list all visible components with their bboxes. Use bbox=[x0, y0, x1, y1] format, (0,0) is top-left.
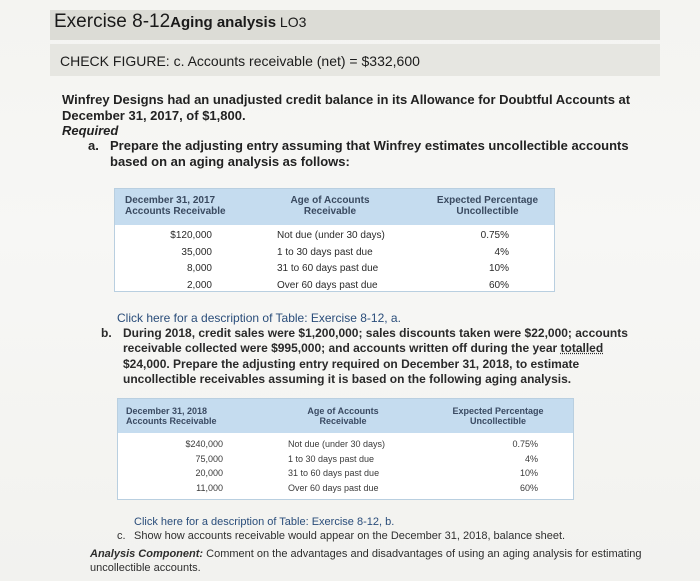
header-line: Accounts Receivable bbox=[126, 416, 217, 426]
table-cell: 0.75% bbox=[512, 439, 538, 449]
header-line: Receivable bbox=[319, 416, 367, 426]
required-label: Required bbox=[62, 123, 119, 138]
table-cell: 8,000 bbox=[186, 263, 212, 274]
table-cell: 20,000 bbox=[195, 468, 223, 478]
table-cell: 75,000 bbox=[195, 453, 223, 464]
part-b-text bbox=[123, 326, 643, 387]
title-sub: Aging analysis bbox=[170, 14, 277, 31]
part-b-text-1: During 2018, credit sales were $1,200,000; sales discounts taken were $22,000; accounts receivable collected were $995,000; and accounts written off during the year bbox=[123, 326, 628, 356]
header-line: Age of Accounts bbox=[307, 406, 379, 416]
table-cell: Not due (under 30 days) bbox=[288, 439, 386, 449]
aging-table-2018 bbox=[117, 398, 574, 500]
header-line: December 31, 2017 bbox=[125, 195, 216, 206]
header-line: Expected Percentage bbox=[452, 406, 544, 416]
title-main: Exercise 8-12 bbox=[54, 11, 171, 32]
table-cell: Over 60 days past due bbox=[288, 482, 379, 493]
part-c-text: Show how accounts receivable would appear on the December 31, 2018, balance sheet. bbox=[134, 530, 566, 542]
amount-column bbox=[137, 228, 212, 294]
table-cell: 4% bbox=[524, 453, 538, 464]
header-receivable bbox=[126, 406, 226, 426]
table-cell: Over 60 days past due bbox=[277, 279, 378, 291]
table-cell: 10% bbox=[488, 263, 509, 274]
header-line: Receivable bbox=[303, 206, 357, 217]
percentage-column bbox=[463, 228, 509, 294]
table-cell: 60% bbox=[488, 279, 509, 291]
table-cell: 4% bbox=[494, 246, 509, 258]
header-line: Uncollectible bbox=[469, 416, 526, 426]
table-cell: 31 to 60 days past due bbox=[288, 468, 380, 478]
analysis-component bbox=[90, 547, 650, 575]
header-age bbox=[288, 406, 398, 426]
table-cell: Not due (under 30 days) bbox=[277, 230, 385, 241]
title-lo: LO3 bbox=[276, 14, 307, 30]
analysis-text: Comment on the advantages and disadvantages of using an aging analysis for estimating uncollectible accounts. bbox=[90, 548, 642, 574]
exercise-title bbox=[54, 11, 306, 33]
amount-column bbox=[148, 437, 223, 495]
table-cell: 2,000 bbox=[186, 279, 212, 291]
header-line: Uncollectible bbox=[456, 206, 519, 217]
intro-paragraph: Winfrey Designs had an unadjusted credit balance in its Allowance for Doubtful Accounts at December 31, 2017, of $1,800. bbox=[62, 92, 631, 123]
table-cell: $240,000 bbox=[185, 439, 223, 449]
check-figure: CHECK FIGURE: c. Accounts receivable (net) = $332,600 bbox=[60, 53, 420, 69]
table-cell: 1 to 30 days past due bbox=[277, 246, 373, 258]
table-cell: 0.75% bbox=[480, 230, 509, 241]
header-line: Age of Accounts bbox=[290, 195, 370, 206]
header-line: Expected Percentage bbox=[436, 195, 539, 206]
table-cell: 1 to 30 days past due bbox=[288, 453, 375, 464]
aging-table-2017 bbox=[114, 188, 555, 292]
age-column bbox=[288, 437, 428, 495]
table-a-description-link[interactable]: Click here for a description of Table: Exercise 8-12, a. bbox=[117, 311, 401, 325]
table-cell: 60% bbox=[519, 482, 538, 493]
table-cell: $120,000 bbox=[170, 230, 212, 241]
part-c-marker: c. bbox=[117, 530, 126, 542]
part-b-underlined: totalled bbox=[560, 341, 604, 356]
part-a-marker: a. bbox=[88, 138, 99, 153]
part-b-text-2: $24,000. Prepare the adjusting entry required on December 31, 2018, to estimate uncollectible receivables assuming it is based on the following aging analysis. bbox=[123, 356, 580, 386]
header-receivable bbox=[125, 195, 225, 217]
table-cell: 31 to 60 days past due bbox=[277, 263, 379, 274]
part-b-marker: b. bbox=[101, 326, 112, 340]
header-percentage bbox=[438, 406, 558, 426]
percentage-column bbox=[492, 437, 538, 495]
analysis-label: Analysis Component: bbox=[90, 548, 204, 560]
part-a-text: Prepare the adjusting entry assuming that Winfrey estimates uncollectible accounts based on an aging analysis as follows: bbox=[110, 138, 629, 169]
table-b-description-link[interactable]: Click here for a description of Table: Exercise 8-12, b. bbox=[134, 516, 395, 528]
header-percentage bbox=[430, 195, 545, 217]
table-cell: 35,000 bbox=[181, 246, 212, 258]
table-cell: 11,000 bbox=[196, 482, 223, 493]
age-column bbox=[277, 228, 417, 294]
table-cell: 10% bbox=[519, 468, 538, 478]
header-age bbox=[275, 195, 385, 217]
header-line: December 31, 2018 bbox=[126, 406, 208, 416]
header-line: Accounts Receivable bbox=[125, 206, 226, 217]
